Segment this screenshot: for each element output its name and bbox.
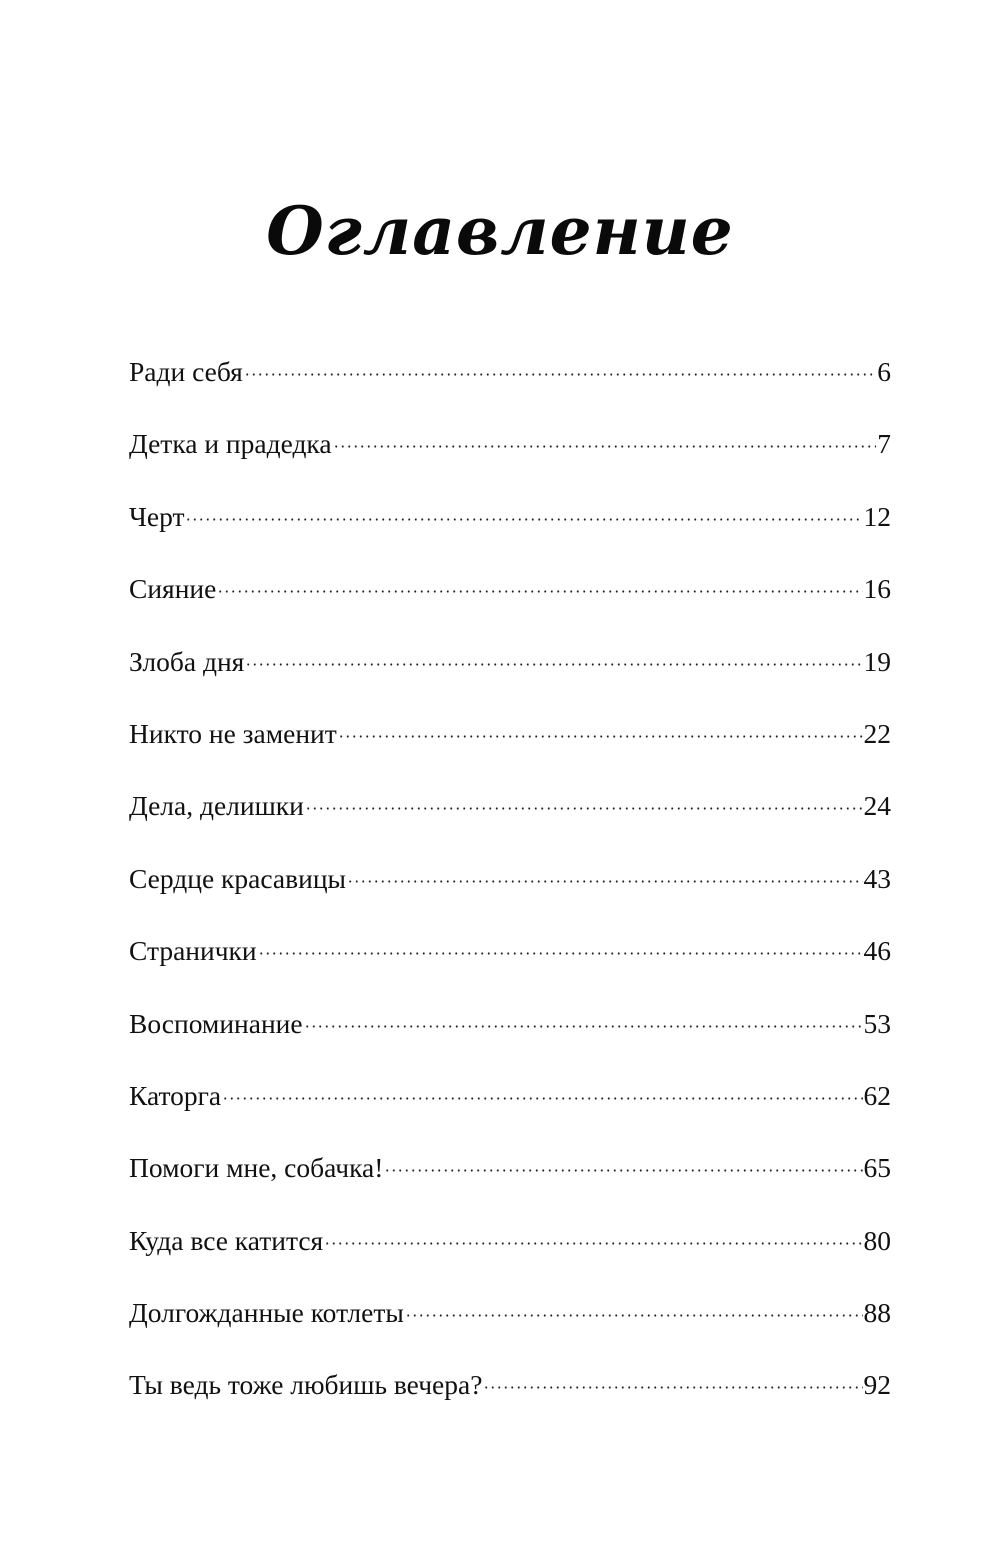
toc-entry-page: 62 — [863, 1079, 891, 1111]
toc-entry-title: Ради себя — [129, 356, 243, 387]
toc-entry-page: 12 — [863, 500, 891, 532]
toc-entry-page: 24 — [863, 790, 891, 822]
toc-entry-title: Черт — [129, 500, 185, 532]
dot-leader — [304, 1025, 863, 1028]
dot-leader — [483, 1386, 862, 1389]
page-title: Оглавление — [266, 192, 734, 270]
toc-entry-page: 22 — [863, 717, 891, 749]
toc-entry-title: Куда все катится — [129, 1224, 324, 1256]
toc-entry-page: 43 — [863, 862, 891, 894]
toc-entry — [129, 855, 891, 927]
toc-entry-page: 19 — [863, 645, 891, 677]
toc-entry — [129, 348, 891, 420]
toc-entry-title: Долгожданные котлеты — [129, 1297, 404, 1329]
toc-entry — [129, 710, 891, 782]
toc-entry-page: 46 — [863, 935, 891, 967]
toc-entry-title: Дела, делишки — [129, 790, 304, 822]
toc-entry-page: 6 — [877, 356, 891, 387]
toc-entry-page: 16 — [863, 573, 891, 605]
dot-leader — [305, 807, 863, 810]
toc-entry — [129, 1289, 891, 1361]
dot-leader — [333, 445, 877, 448]
toc-entry-title: Сердце красавицы — [129, 862, 347, 894]
dot-leader — [245, 663, 862, 666]
table-of-contents — [129, 348, 891, 1434]
toc-entry-title: Помоги мне, собачка! — [129, 1152, 384, 1184]
toc-entry-page: 53 — [863, 1007, 891, 1039]
toc-entry-page: 92 — [863, 1369, 891, 1401]
toc-entry-page: 65 — [863, 1152, 891, 1184]
toc-entry-title: Злоба дня — [129, 645, 245, 677]
toc-entry-title: Никто не заменит — [129, 717, 337, 749]
toc-entry — [129, 420, 891, 492]
toc-entry — [129, 1000, 891, 1072]
dot-leader — [338, 735, 863, 738]
toc-entry-page: 80 — [863, 1224, 891, 1256]
dot-leader — [222, 1097, 862, 1100]
toc-entry — [129, 1144, 891, 1216]
dot-leader — [324, 1242, 862, 1245]
toc-entry — [129, 565, 891, 637]
dot-leader — [347, 880, 862, 883]
dot-leader — [405, 1314, 863, 1317]
dot-leader — [258, 952, 863, 955]
toc-entry-page: 88 — [863, 1297, 891, 1329]
toc-entry-title: Сияние — [129, 573, 217, 605]
toc-entry-title: Странички — [129, 935, 257, 967]
dot-leader — [185, 518, 862, 521]
toc-entry-title: Детка и прадедка — [129, 428, 332, 460]
toc-entry — [129, 927, 891, 999]
toc-entry-title: Ты ведь тоже любишь вечера? — [129, 1369, 483, 1401]
toc-entry — [129, 782, 891, 854]
toc-entry-page: 7 — [877, 428, 891, 460]
dot-leader — [244, 373, 876, 376]
toc-entry-title: Воспоминание — [129, 1007, 303, 1039]
toc-entry-title: Каторга — [129, 1079, 222, 1111]
dot-leader — [384, 1169, 862, 1172]
toc-entry — [129, 493, 891, 565]
dot-leader — [217, 590, 862, 593]
toc-entry — [129, 1217, 891, 1289]
toc-entry — [129, 1072, 891, 1144]
toc-entry — [129, 638, 891, 710]
toc-entry — [129, 1361, 891, 1433]
